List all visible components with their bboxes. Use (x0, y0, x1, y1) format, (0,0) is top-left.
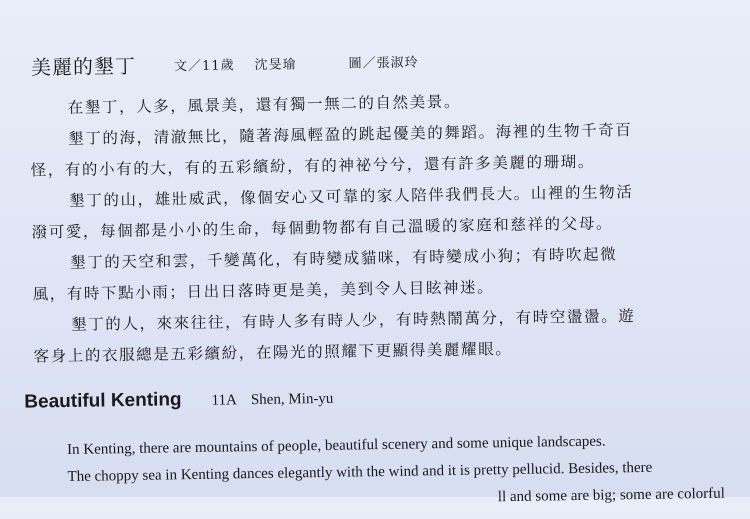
english-class: 11A (211, 392, 238, 409)
chinese-paragraph-line: 墾丁的天空和雲，千變萬化，有時變成貓咪，有時變成小狗；有時吹起微 (69, 245, 618, 272)
chinese-paragraph-line: 怪，有的小有的大，有的五彩繽紛，有的神祕兮兮，還有許多美麗的珊瑚。 (30, 152, 596, 180)
english-paragraph-line: In Kenting, there are mountains of people, beautiful scenery and some unique landscapes. (66, 433, 606, 459)
english-title: Beautiful Kenting (24, 389, 182, 413)
chinese-paragraph-line: 客身上的衣服總是五彩繽紛，在陽光的照耀下更顯得美麗耀眼。 (33, 339, 513, 366)
chinese-paragraph-line: 在墾丁，人多，風景美，還有獨一無二的自然美景。 (67, 92, 462, 117)
author-credit: 文／11歲 (173, 58, 235, 75)
chinese-title: 美麗的墾丁 (30, 53, 137, 80)
illustrator-credit: 圖／張淑玲 (348, 55, 419, 72)
chinese-paragraph-line: 風，有時下點小雨；日出日落時更是美，美到令人目眩神迷。 (32, 278, 495, 304)
chinese-paragraph-line: 潑可愛，每個都是小小的生命，每個動物都有自己溫暖的家庭和慈祥的父母。 (31, 214, 614, 242)
english-paragraph-line: ll and some are big; some are colorful (497, 485, 725, 506)
english-author: Shen, Min-yu (250, 390, 334, 409)
english-heading (24, 387, 333, 414)
english-paragraph-line: The choppy sea in Kenting dances elegantly with the wind and it is pretty pellucid. Besides, there (67, 459, 653, 485)
chinese-body (29, 83, 733, 373)
chinese-paragraph-line: 墾丁的人，來來往往，有時人多有時人少，有時熱鬧萬分，有時空盪盪。遊 (70, 307, 636, 334)
chinese-credits (174, 51, 439, 74)
english-credit (211, 391, 333, 409)
chinese-paragraph-line: 墾丁的山，雄壯威武，像個安心又可靠的家人陪伴我們長大。山裡的生物活 (69, 183, 634, 210)
chinese-paragraph-line: 墾丁的海，清澈無比，隨著海風輕盈的跳起優美的舞蹈。海裡的生物千奇百 (68, 121, 633, 148)
english-body (67, 426, 750, 518)
author-name: 沈旻瑜 (254, 57, 297, 74)
